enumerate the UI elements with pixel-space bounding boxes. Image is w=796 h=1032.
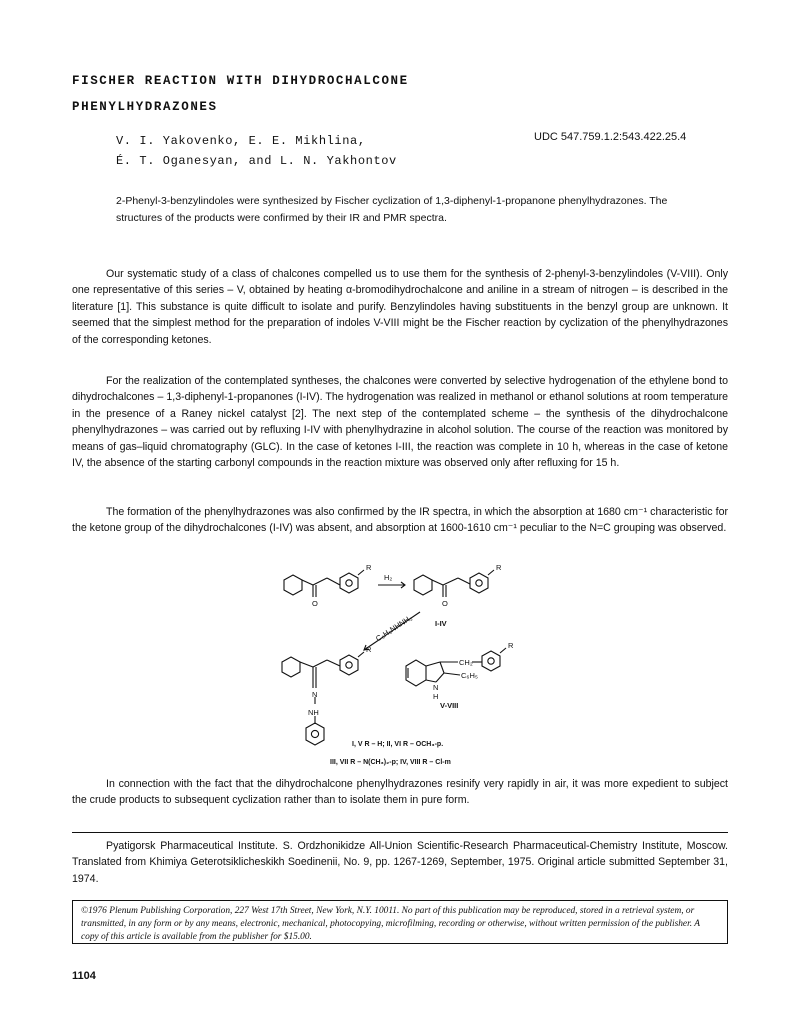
article-title-line-1: FISCHER REACTION WITH DIHYDROCHALCONE [72,74,409,88]
phenylhydrazone-structure [282,652,364,745]
dihydrochalcone-structure [414,570,494,597]
body-paragraph-4: In connection with the fact that the dihydrochalcone phenylhydrazones resinify very rapidly in air, it was more expedient to subject the crude products to subsequent cyclization rather than to isolate them in pure form. [72,778,728,807]
ketone-oxygen-label-1: O [312,599,318,608]
indole-compound-label: V-VIII [440,701,459,710]
body-paragraph-3: The formation of the phenylhydrazones was also confirmed by the IR spectra, in which the absorption at 1680 cm⁻¹ characteristic for the ketone group of the dihydrochalcones (I-IV) was absent, and absorption at 1600-1610 cm⁻¹ peculiar to the N=C grouping was observed. [72,506,728,535]
hydrazone-nh-label: NH [308,708,319,717]
body-paragraph-1: Our systematic study of a class of chalcones compelled us to use them for the synthesis of 2-phenyl-3-benzylindoles (V-VIII). Only one representative of this series – V, obtained by heating α-bromodihydrochalcone and aniline in a stream of nitrogen – is described in the literature [1]. This substance is quite difficult to isolate and purify. Benzylindoles having substituents in the benzyl group are unknown. It seemed that the simplest method for the preparation of indoles V-VIII might be the Fischer reaction by cyclization of the phenylhydrazones of the corresponding ketones. [72,268,728,346]
r-substituent-label: R [366,563,372,572]
phenylhydrazine-reagent-label: C₆H₅NHNH₂ [374,613,414,644]
ketone-oxygen-label-2: O [442,599,448,608]
authors-line-2: É. T. Oganesyan, and L. N. Yakhontov [116,154,397,168]
indole-structure [406,648,506,686]
r-substituent-label: R [496,563,502,572]
hydrazone-n-label: N [312,690,318,699]
r-substituent-label: R [508,641,514,650]
indole-n-label: N [433,683,439,692]
h2-label: H₂ [384,573,393,582]
substituent-legend-line-2: III, VII R – N(CH₃)₂-p; IV, VIII R – Cl-m [330,759,451,766]
page-number: 1104 [72,970,96,982]
c6h5-label: C₆H₅ [461,671,478,680]
footnote-divider [72,832,728,833]
copyright-box [72,900,728,944]
udc-code: UDC 547.759.1.2:543.422.25.4 [534,131,687,143]
article-title-line-2: PHENYLHYDRAZONES [72,100,218,114]
substituent-legend-line-1: I, V R – H; II, VI R – OCH₃-p. [352,741,444,748]
abstract: 2-Phenyl-3-benzylindoles were synthesized by Fischer cyclization of 1,3-diphenyl-1-propanone phenylhydrazones. The structures of the products were confirmed by their IR and PMR spectra. [116,195,668,224]
authors-line-1: V. I. Yakovenko, E. E. Mikhlina, [116,134,366,148]
r-substituent-label: R [366,645,372,654]
ch2-label: CH₂ [459,658,473,667]
body-paragraph-2: For the realization of the contemplated syntheses, the chalcones were converted by selective hydrogenation of the ethylene bond to dihydrochalcones – 1,3-diphenyl-1-propanones (I-IV). The hydrogenation was realized in methanol or ethanol solutions at room temperature in the presence of a Raney nickel catalyst [2]. The next step of the contemplated scheme – the synthesis of the dihydrochalcone phenylhydrazones – was carried out by refluxing I-IV with phenylhydrazine in alcohol solution. The course of the reaction was monitored by means of gas–liquid chromatography (GLC). In the case of ketones I-III, the reaction was complete in 10 h, whereas in the case of ketone IV, the absence of the starting carbonyl compounds in the reaction mixture was observed only after refluxing for 15 h. [72,375,728,470]
affiliation-footnote: Pyatigorsk Pharmaceutical Institute. S. Ordzhonikidze All-Union Scientific-Research Pharmaceutical-Chemistry Institute, Moscow. Translated from Khimiya Geterotsiklicheskikh Soedinenii, No. 9, pp. 1267-1269, September, 1975. Original article submitted September 31, 1974. [72,840,728,885]
chalcone-ketone-structure [284,570,364,597]
ketone-compound-label: I-IV [435,619,447,628]
copyright-notice: ©1976 Plenum Publishing Corporation, 227 West 17th Street, New York, N.Y. 10011. No part of this publication may be reproduced, stored in a retrieval system, or transmitted, in any form or by any means, electronic, mechanical, photocopying, microfilming, recording or otherwise, without written permission of the publisher. A copy of this article is available from the publisher for $15.00. [81,906,700,942]
indole-h-label: H [433,692,439,701]
